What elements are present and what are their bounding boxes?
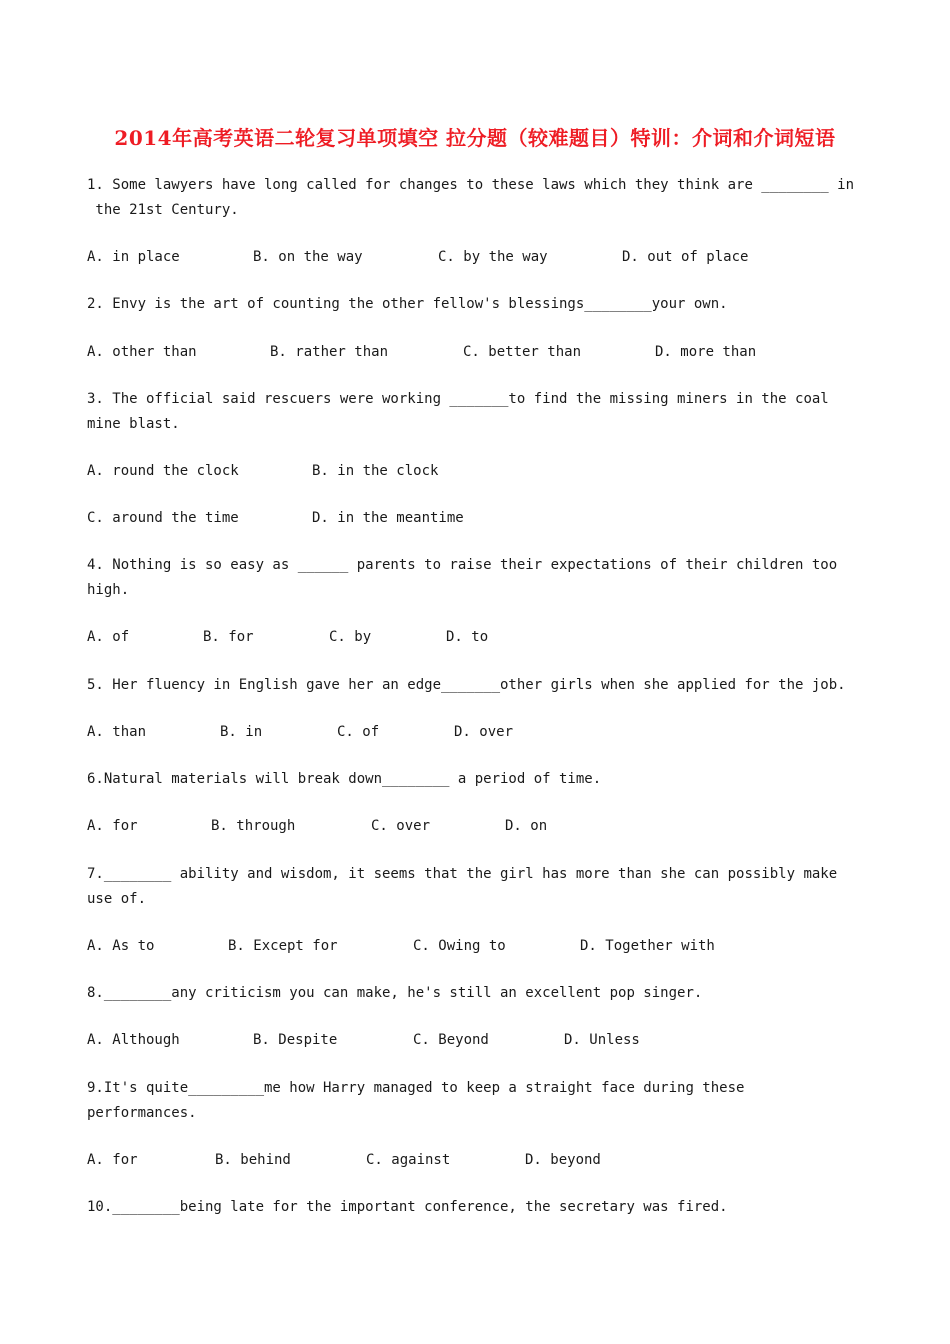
option-c: C. over	[371, 818, 431, 834]
question-9-options	[87, 1151, 887, 1169]
option-a: A. than	[87, 724, 147, 740]
question-8-line-1: 8.________any criticism you can make, he's still an excellent pop singer.	[87, 985, 703, 1001]
option-c: C. Owing to	[413, 938, 506, 954]
option-b: B. rather than	[270, 344, 389, 360]
question-3-options-row-1	[87, 462, 887, 480]
question-7-line-2: use of.	[87, 891, 147, 907]
question-5-line-1: 5. Her fluency in English gave her an edge_______other girls when she applied for the job.	[87, 677, 846, 693]
question-3-options-row-2	[87, 509, 887, 527]
question-4-line-2: high.	[87, 582, 130, 598]
question-6-options	[87, 817, 887, 835]
question-10-line-1: 10.________being late for the important conference, the secretary was fired.	[87, 1199, 728, 1215]
option-a: A. of	[87, 629, 130, 645]
option-b: B. Except for	[228, 938, 338, 954]
question-5-options	[87, 723, 887, 741]
document-title: 2014年高考英语二轮复习单项填空 拉分题（较难题目）特训：介词和介词短语	[114, 126, 836, 150]
option-c: C. of	[337, 724, 380, 740]
question-1-line-2: the 21st Century.	[87, 202, 239, 218]
option-d: D. Unless	[564, 1032, 640, 1048]
option-c: C. against	[366, 1152, 451, 1168]
option-c: C. by	[329, 629, 372, 645]
option-b: B. behind	[215, 1152, 291, 1168]
option-c: C. Beyond	[413, 1032, 489, 1048]
question-9-line-1: 9.It's quite_________me how Harry managed to keep a straight face during these	[87, 1080, 745, 1096]
option-c: C. better than	[463, 344, 582, 360]
question-4-options	[87, 628, 887, 646]
question-6-line-1: 6.Natural materials will break down________ a period of time.	[87, 771, 602, 787]
question-1-options	[87, 248, 887, 266]
option-d: D. to	[446, 629, 489, 645]
option-a: A. in place	[87, 249, 180, 265]
option-a: A. As to	[87, 938, 155, 954]
option-d: D. Together with	[580, 938, 715, 954]
option-c: C. by the way	[438, 249, 548, 265]
option-d: D. over	[454, 724, 514, 740]
option-a: A. for	[87, 818, 138, 834]
question-9-line-2: performances.	[87, 1105, 197, 1121]
option-d: D. on	[505, 818, 548, 834]
option-d: D. out of place	[622, 249, 749, 265]
question-3-line-1: 3. The official said rescuers were working _______to find the missing miners in the coal	[87, 391, 829, 407]
option-b: B. in	[220, 724, 263, 740]
option-a: A. for	[87, 1152, 138, 1168]
option-d: D. in the meantime	[312, 510, 464, 526]
option-b: B. in the clock	[312, 463, 439, 479]
option-b: B. on the way	[253, 249, 363, 265]
question-3-line-2: mine blast.	[87, 416, 180, 432]
option-b: B. for	[203, 629, 254, 645]
question-7-options	[87, 937, 887, 955]
option-a: A. Although	[87, 1032, 180, 1048]
option-c: C. around the time	[87, 510, 239, 526]
question-2-line-1: 2. Envy is the art of counting the other fellow's blessings________your own.	[87, 296, 728, 312]
question-8-options	[87, 1031, 887, 1049]
option-b: B. Despite	[253, 1032, 338, 1048]
option-a: A. round the clock	[87, 463, 239, 479]
option-d: D. beyond	[525, 1152, 601, 1168]
option-a: A. other than	[87, 344, 197, 360]
question-2-options	[87, 343, 887, 361]
option-b: B. through	[211, 818, 296, 834]
option-d: D. more than	[655, 344, 757, 360]
question-4-line-1: 4. Nothing is so easy as ______ parents to raise their expectations of their children too	[87, 557, 838, 573]
question-7-line-1: 7.________ ability and wisdom, it seems that the girl has more than she can possibly make	[87, 866, 838, 882]
question-1-line-1: 1. Some lawyers have long called for changes to these laws which they think are ________ in	[87, 177, 855, 193]
